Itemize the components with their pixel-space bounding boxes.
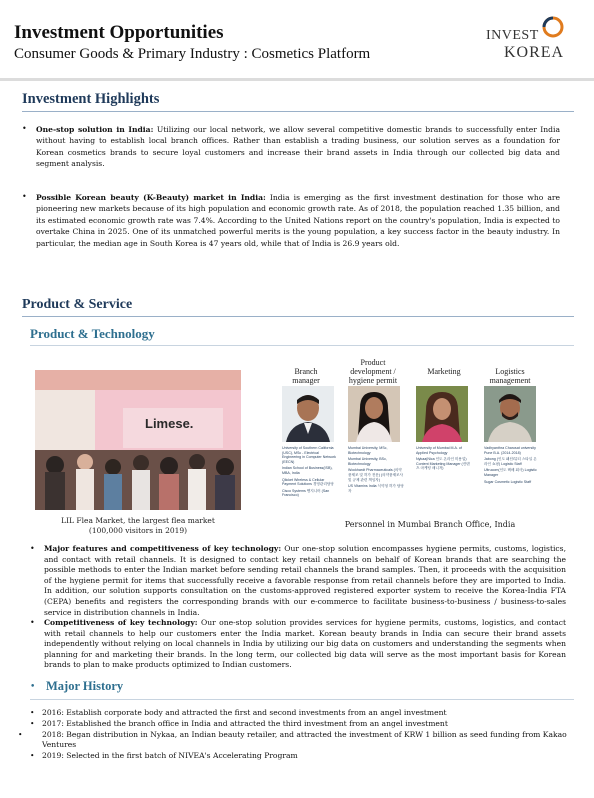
bullet-dot: • xyxy=(18,730,23,739)
photo-caption-line-1: LIL Flea Market, the largest flea market xyxy=(61,516,215,525)
role-label-product-development xyxy=(340,358,406,385)
role-line: development / xyxy=(350,367,396,376)
photo-sign-text: Limese. xyxy=(145,416,194,431)
bullet-dot: • xyxy=(30,544,35,553)
bullet-dot: • xyxy=(30,618,35,627)
feature-item-2 xyxy=(44,618,566,671)
history-item-text: 2017: Established the branch office in India and attracted the third investment from an angel investment xyxy=(42,719,448,728)
person-info-line: Sugar Cosmetic Logistic Staff xyxy=(484,479,532,484)
role-line: Marketing xyxy=(427,367,461,376)
history-item xyxy=(30,751,570,761)
feature-item-2-title: Competitiveness of key technology: xyxy=(44,618,198,627)
person-info-line: Jabong (인도 패션/뷰티 스타일 온라인 쇼핑) Logistic Staff xyxy=(484,457,537,466)
highlight-item-2 xyxy=(36,192,560,249)
person-info-line: Indian School of Business(ISB), MBA, India xyxy=(282,466,333,475)
highlight-item-2-title: Possible Korean beauty (K-Beauty) market in India: xyxy=(36,193,266,202)
history-item-text: 2018: Began distribution in Nykaa, an Indian beauty retailer, and attracted the investment of KRW 1 billion as seed funding from Kakao Ventures xyxy=(42,730,567,749)
feature-item-1-title: Major features and competitiveness of key technology: xyxy=(44,544,282,553)
invest-korea-logo xyxy=(484,16,580,72)
logo-text-invest: INVEST xyxy=(486,28,539,43)
person-info-marketing xyxy=(416,446,472,471)
person-info-line: US Vitamins India 식약청 허가 담당자 xyxy=(348,484,404,493)
bullet-dot: • xyxy=(30,682,36,692)
bullet-dot: • xyxy=(30,719,35,728)
bullet-dot: • xyxy=(22,124,27,133)
person-info-line: Mumbai University, BSc, Biotechnology xyxy=(348,457,387,466)
feature-item-1 xyxy=(44,544,566,618)
role-label-marketing xyxy=(414,367,474,376)
person-info-product-development xyxy=(348,446,404,493)
person-info-line: Wockhardt Pharmaceuticals (의약품제조 및 허가 전문) (의약품제조사 및 규제 관련 책임자) xyxy=(348,468,403,482)
header-divider xyxy=(0,78,594,81)
personnel-caption: Personnel in Mumbai Branch Office, India xyxy=(344,520,516,529)
flea-market-photo xyxy=(35,370,241,510)
subheading-product-technology: Product & Technology xyxy=(30,326,155,341)
role-line: management xyxy=(489,376,531,385)
section-divider xyxy=(22,316,574,317)
role-label-logistics xyxy=(480,367,540,385)
subsection-divider xyxy=(30,345,574,346)
person-photo-logistics xyxy=(484,386,536,442)
role-line: manager xyxy=(292,376,320,385)
feature-item-1-text: Our one-stop solution encompasses hygiene permits, customs, logistics, and contact with retail channels. It is designed to contact key retail channels on behalf of Korean brands that are searching the possible methods to enter the Indian market before sending retail channels the brand samples. Then, it proceeds with the acquisition of the hygiene permit for items that successfully receive a favorable response from retail channels before they are imported to India. In addition, our solution supports consultation on the customs-approved registered exporter system to receive the Korea-India FTA (CEPA) benefits and registers the corresponding brands with our e-commerce to facilitate business-to-business / business-to-sales service in distribution channels in India. xyxy=(44,544,566,617)
role-line: Product xyxy=(360,358,386,367)
person-info-branch-manager xyxy=(282,446,338,498)
role-label-branch-manager xyxy=(276,367,336,385)
person-info-line: University of Southern California (USC), MSc - Electrical Engineering in Computer Network (EECN) xyxy=(282,446,336,464)
photo-caption xyxy=(35,516,241,535)
history-item-text: 2016: Establish corporate body and attracted the first and second investments from an angel investment xyxy=(42,708,447,717)
highlight-item-1-title: One-stop solution in India: xyxy=(36,125,154,134)
subsection-divider xyxy=(30,699,574,700)
section-heading-highlights: Investment Highlights xyxy=(22,91,160,107)
highlight-item-2-text: India is emerging as the first investment destination for those who are pioneering new markets because of its high population and economic growth rate. As of 2018, the population reached 1.35 billion, and its estimated economic growth rate was 7.4%. According to the United Nations report on the country's population, India is expected to overtake China in 2025. One of its unmatched powerful merits is the young population, a key success factor in the beauty industry. In particular, the median age in South Korea is 47 years old, while that of India is 26.9 years old. xyxy=(36,193,560,248)
highlight-item-1 xyxy=(36,124,560,170)
person-info-line: Qlicket Wireless & Cellular Payment Solutions 경영관리담당 xyxy=(282,477,334,487)
person-info-line: University of Mumbai M.A. of Applied Psychology xyxy=(416,446,462,455)
highlight-item-1-text: Utilizing our local network, we allow several competitive domestic brands to successfully enter India without having to establish local branch offices. Rather than establish a trading business, our solution serves as a foundation for Korean cosmetics brands to secure loyal customers and increase their brand assets in India through our collected big data and segment analysis. xyxy=(36,125,560,169)
person-info-line: Ultrucom(인도 택배 회사) Logistic Manager xyxy=(484,468,537,477)
bullet-dot: • xyxy=(30,708,35,717)
logo-text-korea: KOREA xyxy=(504,44,565,61)
role-line: hygiene permit xyxy=(348,376,398,385)
bullet-dot: • xyxy=(30,751,35,760)
bullet-dot: • xyxy=(22,192,27,201)
section-heading-major-history: Major History xyxy=(46,679,124,693)
person-photo-marketing xyxy=(416,386,468,442)
person-info-line: Nykaa(Nica 인도 온라인 미용업) Content Marketing Manager (컨텐츠 마케팅 매니저) xyxy=(416,457,470,471)
history-item-text: 2019: Selected in the first batch of NIVEA's Accelerating Program xyxy=(42,751,298,760)
feature-item-2-text: Our one-stop solution provides services for hygiene permits, customs, logistics, and contact with retail channels to help our customers enter the India market. Korean beauty brands in India can secure their brand assets independently without relying on local channels in India by utilizing our big data on customers and understanding the segments when planning for and marketing their brands. In the long term, our collected big data will serve as the most important basis for Korean brands to plan to make products optimized to Indian customers. xyxy=(44,618,566,670)
role-line: Logistics xyxy=(495,367,525,376)
history-item xyxy=(30,708,570,718)
person-photo-product-development xyxy=(348,386,400,442)
history-item xyxy=(18,730,586,750)
page-title: Investment Opportunities xyxy=(14,22,224,43)
person-photo-branch-manager xyxy=(282,386,334,442)
logo-swoosh-icon xyxy=(540,16,566,38)
person-info-line: Vadhyanthra Charusat university Pune B.A. (2014-2018) xyxy=(484,446,536,455)
section-divider xyxy=(22,111,574,112)
photo-caption-line-2: (100,000 visitors in 2019) xyxy=(88,525,188,535)
person-info-line: Mumbai University, MSc, Biotechnology xyxy=(348,446,388,455)
page-header xyxy=(0,0,594,80)
page-subtitle: Consumer Goods & Primary Industry : Cosmetics Platform xyxy=(14,46,371,62)
history-item xyxy=(30,719,570,729)
person-info-logistics xyxy=(484,446,540,484)
section-heading-product-service: Product & Service xyxy=(22,297,133,312)
role-line: Branch xyxy=(294,367,318,376)
person-info-line: Cisco Systems 엔지니어 (San Francisco) xyxy=(282,488,330,498)
